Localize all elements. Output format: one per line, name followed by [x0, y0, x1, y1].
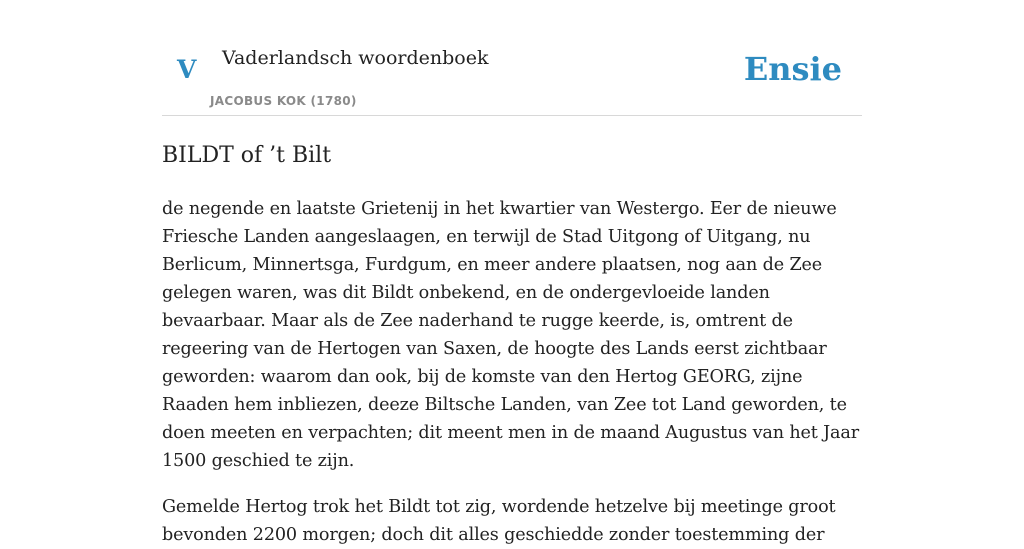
- book-author: JACOBUS KOK (1780): [210, 94, 357, 108]
- entry-header: [162, 0, 862, 116]
- entry-paragraph: Gemelde Hertog trok het Bildt tot zig, wordende hetzelve bij meetinge groot bevonden 2200 morgen; doch dit alles geschiedde zonder toestemming der: [162, 497, 836, 545]
- book-letter-link[interactable]: V: [177, 55, 197, 84]
- book-title-link[interactable]: Vaderlandsch woordenboek: [222, 47, 489, 69]
- entry-paragraph: de negende en laatste Grietenij in het kwartier van Westergo. Eer de nieuwe Friesche Landen aangeslaagen, en terwijl de Stad Uitgong of Uitgang, nu Berlicum, Minnertsga, Furdgum, en meer andere plaatsen, nog aan de Zee gelegen waren, was dit Bildt onbekend, en de ondergevloeide landen bevaarbaar. Maar als de Zee naderhand te rugge keerde, is, omtrent de regeering van de Hertogen van Saxen, de hoogte des Lands eerst zichtbaar geworden: waarom dan ook, bij de komste van den Hertog GEORG, zijne Raaden hem inbliezen, deeze Biltsche Landen, van Zee tot Land geworden, te doen meeten en verpachten; dit meent men in de maand Augustus van het Jaar 1500 geschied te zijn.: [162, 199, 859, 471]
- entry-title: BILDT of ’t Bilt: [162, 143, 332, 168]
- page: [162, 0, 862, 549]
- ensie-logo-link[interactable]: Ensie: [743, 50, 842, 88]
- entry-body: [162, 195, 862, 549]
